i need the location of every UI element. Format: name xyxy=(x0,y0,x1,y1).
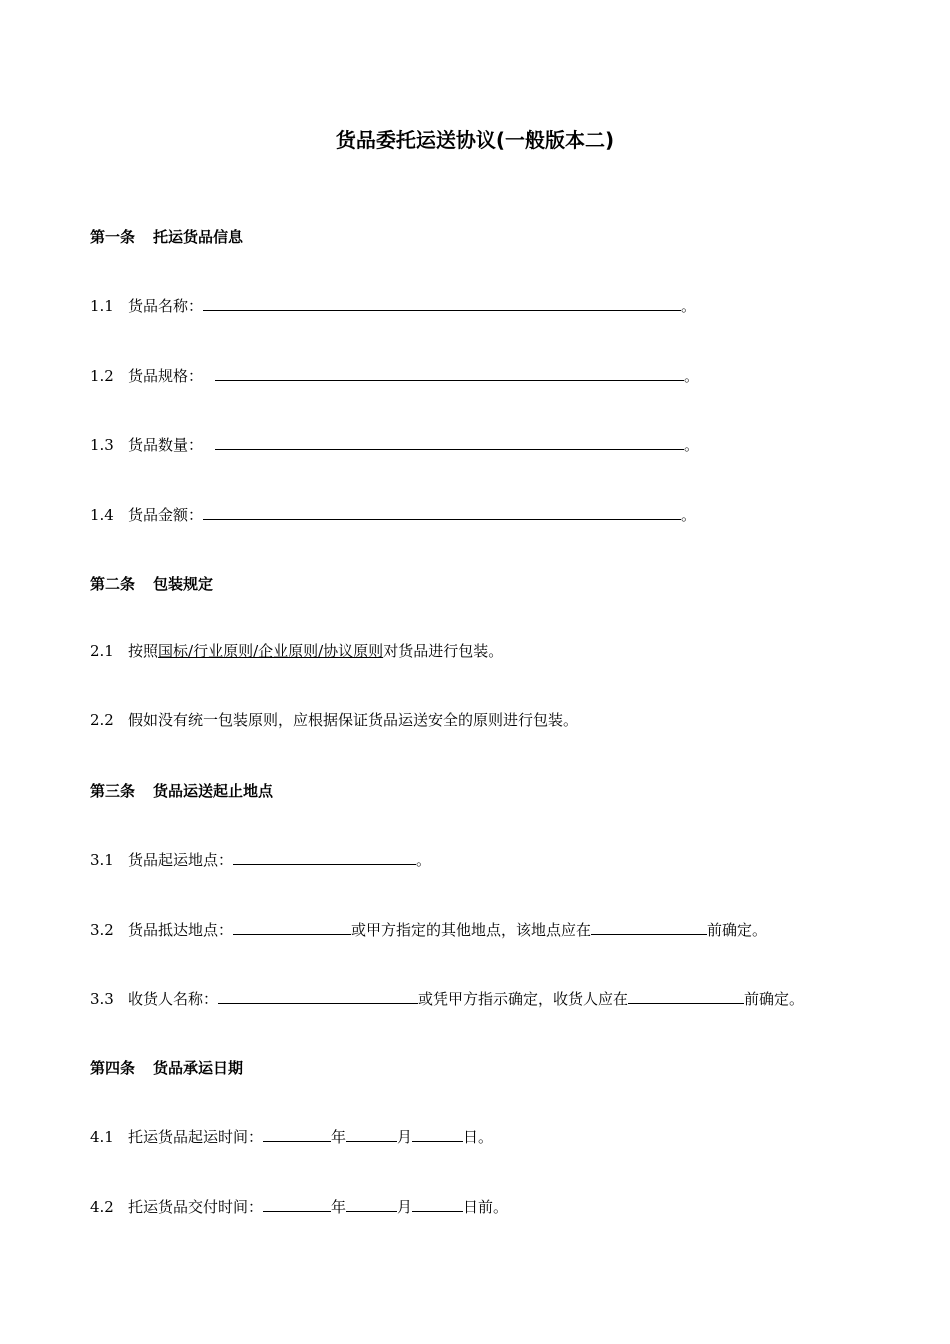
clause-number: 1.4 xyxy=(90,506,114,524)
fill-blank[interactable] xyxy=(215,433,684,450)
clause-1-4 xyxy=(90,503,696,525)
clause-number: 2.2 xyxy=(90,711,114,729)
clause-end: 。 xyxy=(681,506,697,524)
clause-end: 。 xyxy=(681,297,697,315)
clause-number: 3.2 xyxy=(90,921,114,939)
fill-blank[interactable] xyxy=(218,987,418,1004)
clause-end: 前确定。 xyxy=(744,990,805,1008)
clause-number: 3.1 xyxy=(90,851,114,869)
clause-label: 货品抵达地点： xyxy=(128,921,234,939)
article-1-heading xyxy=(90,227,243,247)
day-blank[interactable] xyxy=(412,1195,463,1212)
article-2-heading xyxy=(90,574,213,594)
clause-3-3 xyxy=(90,987,804,1009)
fill-blank[interactable] xyxy=(628,987,744,1004)
clause-end: 。 xyxy=(684,436,700,454)
month-label: 月 xyxy=(397,1198,413,1216)
month-blank[interactable] xyxy=(346,1195,397,1212)
fill-blank[interactable] xyxy=(591,918,707,935)
clause-number: 2.1 xyxy=(90,642,114,660)
clause-label: 货品金额： xyxy=(128,506,204,524)
fill-blank[interactable] xyxy=(203,294,681,311)
day-label: 日。 xyxy=(463,1128,494,1146)
article-number: 第一条 xyxy=(90,228,136,246)
clause-4-2 xyxy=(90,1195,508,1217)
clause-end: 前确定。 xyxy=(707,921,768,939)
clause-end: 。 xyxy=(416,851,432,869)
clause-3-2 xyxy=(90,918,767,940)
document-title: 货品委托运送协议(一般版本二) xyxy=(335,128,615,152)
year-blank[interactable] xyxy=(263,1125,331,1142)
clause-end: 。 xyxy=(684,367,700,385)
clause-3-1 xyxy=(90,848,431,870)
clause-text: 或凭甲方指示确定，收货人应在 xyxy=(418,990,629,1008)
clause-label: 托运货品起运时间： xyxy=(128,1128,264,1146)
fill-blank[interactable] xyxy=(215,364,684,381)
clause-text: 对货品进行包装。 xyxy=(383,642,504,660)
month-label: 月 xyxy=(397,1128,413,1146)
clause-label: 货品名称： xyxy=(128,297,204,315)
article-4-heading xyxy=(90,1058,243,1078)
article-title: 货品承运日期 xyxy=(153,1059,244,1077)
clause-number: 1.1 xyxy=(90,297,114,315)
clause-label: 收货人名称： xyxy=(128,990,219,1008)
day-blank[interactable] xyxy=(412,1125,463,1142)
day-label: 日前。 xyxy=(463,1198,509,1216)
clause-number: 1.2 xyxy=(90,367,114,385)
clause-label: 货品数量： xyxy=(128,436,204,454)
clause-number: 4.1 xyxy=(90,1128,114,1146)
clause-text: 按照 xyxy=(128,642,159,660)
clause-2-2 xyxy=(90,710,578,730)
clause-2-1 xyxy=(90,641,503,661)
packaging-standard-options[interactable]: 国标/行业原则/企业原则/协议原则 xyxy=(158,642,384,660)
article-title: 托运货品信息 xyxy=(153,228,244,246)
clause-text: 或甲方指定的其他地点，该地点应在 xyxy=(351,921,592,939)
clause-label: 货品规格： xyxy=(128,367,204,385)
clause-1-1 xyxy=(90,294,696,316)
year-label: 年 xyxy=(331,1198,347,1216)
clause-text: 假如没有统一包装原则，应根据保证货品运送安全的原则进行包装。 xyxy=(128,711,579,729)
clause-number: 1.3 xyxy=(90,436,114,454)
year-label: 年 xyxy=(331,1128,347,1146)
article-number: 第二条 xyxy=(90,575,136,593)
clause-label: 货品起运地点： xyxy=(128,851,234,869)
clause-number: 4.2 xyxy=(90,1198,114,1216)
clause-4-1 xyxy=(90,1125,493,1147)
article-title: 包装规定 xyxy=(153,575,214,593)
clause-number: 3.3 xyxy=(90,990,114,1008)
article-3-heading xyxy=(90,781,273,801)
fill-blank[interactable] xyxy=(233,918,351,935)
article-number: 第四条 xyxy=(90,1059,136,1077)
article-number: 第三条 xyxy=(90,782,136,800)
clause-label: 托运货品交付时间： xyxy=(128,1198,264,1216)
clause-1-2 xyxy=(90,364,699,386)
clause-1-3 xyxy=(90,433,699,455)
fill-blank[interactable] xyxy=(203,503,681,520)
fill-blank[interactable] xyxy=(233,848,416,865)
year-blank[interactable] xyxy=(263,1195,331,1212)
month-blank[interactable] xyxy=(346,1125,397,1142)
article-title: 货品运送起止地点 xyxy=(153,782,274,800)
